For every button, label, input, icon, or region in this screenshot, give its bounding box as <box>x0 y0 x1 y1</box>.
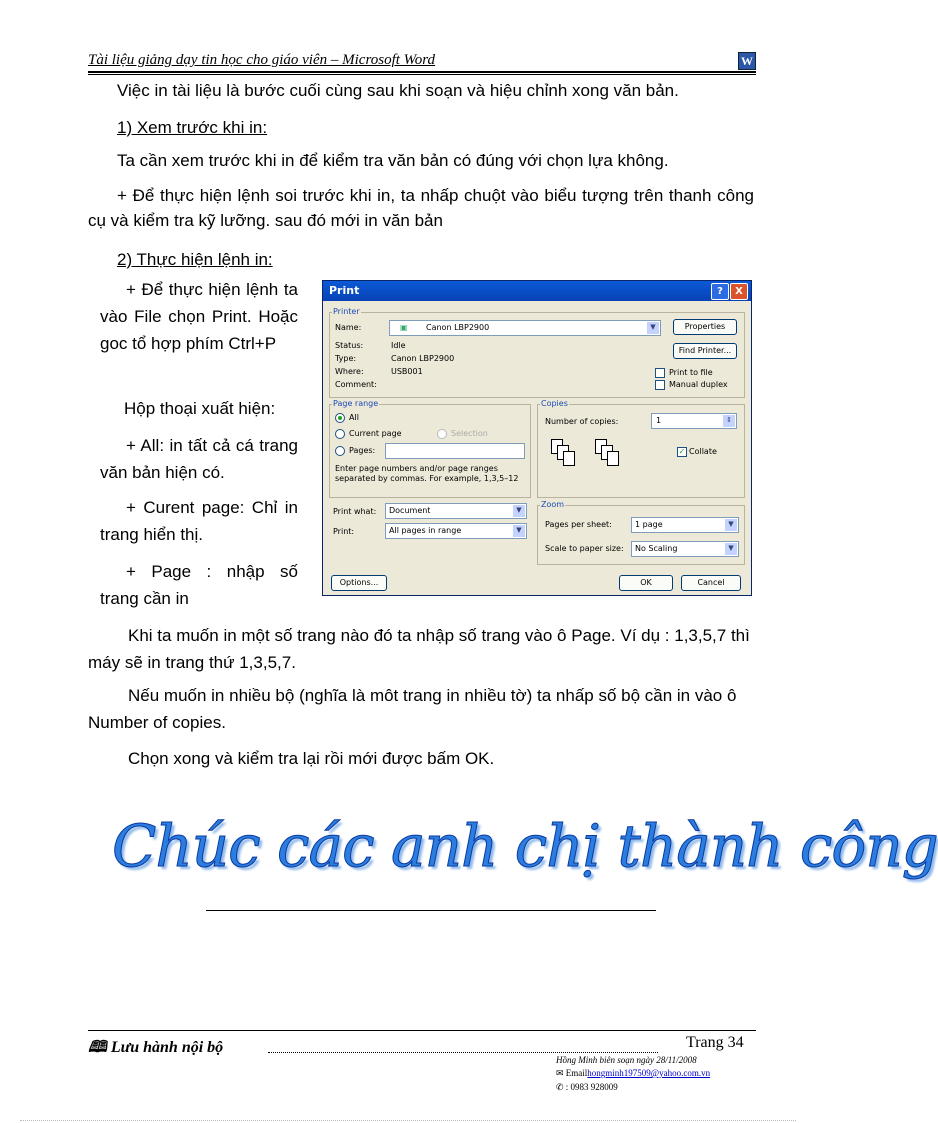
printer-name-value: Canon LBP2900 <box>426 323 490 332</box>
collate-pages-icon <box>547 439 647 484</box>
footer-left <box>88 1036 223 1063</box>
section2-paragraph-2: Hộp thoại xuất hiện: <box>124 399 276 418</box>
chevron-down-icon: ▼ <box>647 322 659 334</box>
footer-left-text: Lưu hành nội bộ <box>110 1039 224 1056</box>
selection-label: Selection <box>451 429 488 438</box>
scale-label: Scale to paper size: <box>545 544 624 553</box>
page-number: Trang 34 <box>686 1034 744 1051</box>
pages-per-sheet-value: 1 page <box>635 520 663 529</box>
ok-button[interactable]: OK <box>619 575 673 591</box>
book-icon: 🕮 <box>88 1039 111 1056</box>
envelope-icon: ✉ <box>556 1068 564 1078</box>
section1-paragraph-1: Ta cần xem trước khi in để kiểm tra văn bản có đúng với chọn lựa không. <box>117 151 669 170</box>
copies-value: 1 <box>656 416 662 425</box>
collate-label: Collate <box>689 447 717 456</box>
print-value: All pages in range <box>389 526 462 535</box>
help-icon[interactable]: ? <box>711 283 729 300</box>
header-title: Tài liệu giảng dạy tin học cho giáo viên – Microsoft Word <box>88 52 436 68</box>
type-label: Type: <box>335 354 357 363</box>
print-what-label: Print what: <box>333 507 377 516</box>
section2-heading: 2) Thực hiện lệnh in: <box>117 250 273 269</box>
pages-input[interactable] <box>385 443 525 459</box>
print-label: Print: <box>333 527 355 536</box>
printer-icon: ▣ <box>400 323 408 332</box>
status-label: Status: <box>335 341 364 350</box>
collate-checkbox[interactable]: ✓ <box>678 447 686 456</box>
manual-duplex-label: Manual duplex <box>669 380 728 389</box>
current-page-label: Current page <box>349 429 402 438</box>
page-range-label: Page range <box>333 399 379 408</box>
pages-label: Pages: <box>349 446 376 455</box>
printer-group-label: Printer <box>333 307 360 316</box>
pages-per-sheet-select[interactable] <box>631 517 739 533</box>
closing-wordart: Chúc các anh chị thành công <box>112 812 938 880</box>
footer-dots <box>268 1040 658 1053</box>
number-of-copies-label: Number of copies: <box>545 417 619 426</box>
manual-duplex-checkbox[interactable] <box>655 380 665 390</box>
pages-per-sheet-label: Pages per sheet: <box>545 520 612 529</box>
printer-name-select[interactable] <box>389 320 661 336</box>
pages-radio[interactable] <box>335 446 345 456</box>
spinner-arrows-icon: ⇕ <box>723 415 735 427</box>
section2-paragraph-3: + All: in tất cả cá trang văn bản hiện có. <box>100 436 298 482</box>
all-radio[interactable] <box>335 413 345 423</box>
footer-author: Hồng Minh biên soạn ngày 28/11/2008 <box>556 1055 697 1065</box>
copies-label: Copies <box>541 399 568 408</box>
status-value: Idle <box>391 341 406 350</box>
chevron-down-icon: ▼ <box>725 543 737 555</box>
name-label: Name: <box>335 323 362 332</box>
copies-spinner[interactable] <box>651 413 737 429</box>
print-dialog <box>322 280 752 596</box>
footer-phone: : 0983 928009 <box>565 1082 618 1092</box>
pages-paragraph: Khi ta muốn in một số trang nào đó ta nhập số trang vào ô Page. Ví dụ : 1,3,5,7 thì máy sẽ in trang thứ 1,3,5,7. <box>88 626 750 672</box>
ok-paragraph: Chọn xong và kiểm tra lại rồi mới được bấm OK. <box>128 749 495 768</box>
scale-select[interactable] <box>631 541 739 557</box>
dialog-title: Print <box>329 284 360 297</box>
print-what-select[interactable] <box>385 503 527 519</box>
chevron-down-icon: ▼ <box>513 505 525 517</box>
footer-email[interactable]: hongminh197509@yahoo.com.vn <box>587 1068 711 1078</box>
section2-paragraph-1: + Để thực hiện lệnh ta vào File chọn Print. Hoặc goc tổ hợp phím Ctrl+P <box>100 280 298 353</box>
properties-button[interactable]: Properties <box>673 319 737 335</box>
dialog-titlebar <box>323 281 751 301</box>
intro-paragraph: Việc in tài liệu là bước cuối cùng sau khi soạn và hiệu chỉnh xong văn bản. <box>117 81 679 100</box>
comment-label: Comment: <box>335 380 377 389</box>
all-radio-label: All <box>349 413 359 422</box>
page-bottom-dots <box>20 1120 796 1121</box>
section2-paragraph-5: + Page : nhập số trang cần in <box>100 562 298 608</box>
scale-value: No Scaling <box>635 544 678 553</box>
selection-radio[interactable] <box>437 429 447 439</box>
type-value: Canon LBP2900 <box>391 354 455 363</box>
footer-email-label: Email <box>565 1068 588 1078</box>
zoom-label: Zoom <box>541 500 565 509</box>
phone-icon: ✆ <box>556 1082 564 1092</box>
footer-email-line <box>556 1068 710 1079</box>
where-label: Where: <box>335 367 364 376</box>
section1-heading: 1) Xem trước khi in: <box>117 118 268 137</box>
options-button[interactable]: Options... <box>331 575 387 591</box>
print-to-file-label: Print to file <box>669 368 713 377</box>
print-to-file-checkbox[interactable] <box>655 368 665 378</box>
section1-paragraph-2: + Để thực hiện lệnh soi trước khi in, ta nhấp chuột vào biểu tượng trên thanh công cụ và kiểm tra kỹ lưỡng. sau đó mới in văn bản <box>88 186 754 230</box>
header-rule <box>88 71 756 73</box>
chevron-down-icon: ▼ <box>725 519 737 531</box>
footer-phone-line <box>556 1082 618 1093</box>
cancel-button[interactable]: Cancel <box>681 575 741 591</box>
footer-rule <box>88 1030 756 1031</box>
chevron-down-icon: ▼ <box>513 525 525 537</box>
page-range-hint: Enter page numbers and/or page ranges separated by commas. For example, 1,3,5–12 <box>335 464 519 483</box>
word-icon: W <box>738 52 756 70</box>
print-what-value: Document <box>389 506 431 515</box>
copies-paragraph: Nếu muốn in nhiều bộ (nghĩa là môt trang in nhiều tờ) ta nhấp số bộ cần in vào ô Number of copies. <box>88 686 737 732</box>
header-rule-thin <box>88 74 756 75</box>
print-select[interactable] <box>385 523 527 539</box>
close-icon[interactable]: X <box>730 283 748 300</box>
find-printer-button[interactable]: Find Printer... <box>673 343 737 359</box>
current-page-radio[interactable] <box>335 429 345 439</box>
closing-underline <box>206 910 656 911</box>
where-value: USB001 <box>391 367 423 376</box>
section2-paragraph-4: + Curent page: Chỉ in trang hiển thị. <box>100 498 298 544</box>
